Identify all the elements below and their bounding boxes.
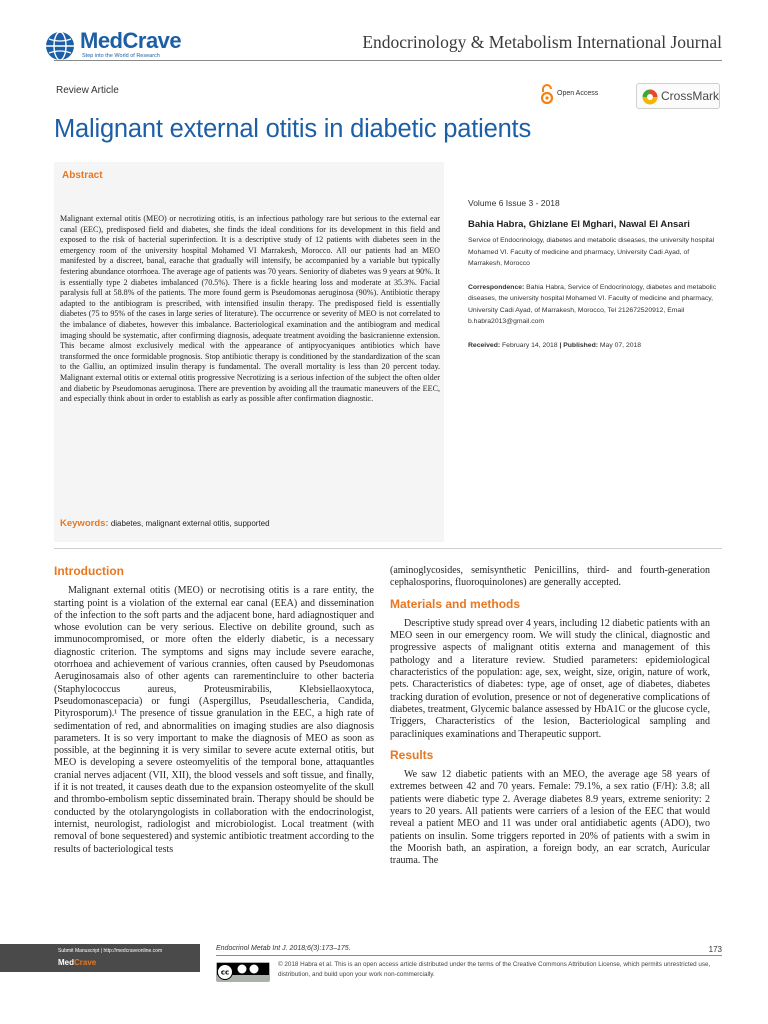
correspondence-text: Bahia Habra, Service of Endocrinology, diabetes and metabolic diseases, the university hospital Mohamed VI. Faculty of medicine and pharmacy, University Cadi Ayad, of Marrakesh, Morocco, Tel 212672520912, Email b.habra2013@gmail.com <box>468 283 717 325</box>
volume-issue: Volume 6 Issue 3 - 2018 <box>468 198 560 208</box>
crossmark-button[interactable] <box>636 83 720 109</box>
keywords <box>60 518 440 529</box>
article-info <box>468 198 722 351</box>
open-access-badge[interactable] <box>540 83 620 105</box>
header-divider <box>54 60 722 61</box>
received-date: February 14, 2018 <box>502 341 558 349</box>
dates: Received: February 14, 2018 | Published: May 07, 2018 <box>468 341 642 349</box>
abstract-text: Malignant external otitis (MEO) or necrotizing otitis, is an infectious pathology rare but serious to the external ear canal (EEC), predisposed field and diabetes, she finds the ideal conditions for its development in this field and exposed to the risk of bacterial superinfection. It is a descriptive study of 12 patients with diabetes seen in the emergency room of the university hospital Mohamed VI Marrakesh, Morocco. All our patients had an MEO manifested by a discreet, banal, earache that gradually will intensify, be accompanied by a variable but typically festering abundance otorrhoea. The average age of patients was 70 years. Seniority of diabetes was 9 years at 90%. It is essentially type 2 diabetes imbalanced (70.5%). There is a fickle hearing loss and moderate at 35.3%. Facial paralysis full at 58.8% of the patients. The more found germ is Pseudomonas aeruginosa (90%). Antibiotic therapy adapted to the antibiogram is prescribed, with intensified insulin therapy. The predisposed field is essentially diabetes (75 to 95% of the cases in large series of literature). The occurrence or severity of MEO is not correlated to the imbalance of diabetes, however this imbalance. Bacteriological examination and the antibiogram and medical imaging should be systematic, after confirming diagnosis, adequate treatment avoiding the basicranienne extension. This became almost exclusively medical with the appearance of antipyocyaniques antibiotics which have transformed the once formidable prognosis. Stop antibiotic therapy is conditioned by the standardization of the scan to the Galliu, an optimized insulin therapy is fundamental. The overall mortality is less than 20 percent today. Malignant external otitis or external otitis progressive Necrotizing is a serious infection of the subject the often older and diabetic by Pseudomonas aeruginosa. There are prevention by avoiding all the traumatic maneuvers of the EEC, and especially think about in order to establish as early as possible after confirmation diagnostic. <box>60 214 440 404</box>
crossmark-icon <box>642 89 658 105</box>
results-text: We saw 12 diabetic patients with an MEO, the average age 58 years of extremes between 42 and 70 years. Female: 79.1%, a sex ratio (F/H): 3.8; all patients were diabetic type 2. Average diabetes 8.9 years, extreme seniority: 2 years to 20 years. All patients were carriers of a lesion of the EEC that would reveal a patient MEO and 11 was under oral antidiabetic agents (ADO), two patients on insulin. Some triggers reported in 20% of patients with a swim in the Moorish bath, an aspiration, a foreign body, an ear scratch, Auricular trauma. The <box>390 769 710 867</box>
article-type: Review Article <box>56 85 119 96</box>
published-date: May 07, 2018 <box>599 341 642 349</box>
creative-commons-icon <box>216 962 270 982</box>
correspondence <box>468 282 722 328</box>
citation: Endocrinol Metab Int J. 2018;6(3):173‒175. <box>216 945 351 952</box>
svg-text:cc: cc <box>220 968 230 977</box>
left-column <box>54 565 374 856</box>
methods-heading: Materials and methods <box>390 596 521 611</box>
globe-logo-icon <box>44 30 76 62</box>
footer-logo: MedCrave <box>58 958 97 967</box>
page-number: 173 <box>708 945 722 954</box>
received-label: Received: <box>468 341 501 349</box>
open-access-label: Open Access <box>557 90 599 97</box>
abstract-box <box>54 162 444 542</box>
footer-divider <box>216 955 722 956</box>
introduction-text: Malignant external otitis (MEO) or necrotising otitis is a rare entity, the starting point is a violation of the external ear canal (EEA) and dissemination of the infection to the soft parts and the adjacent bone, hard adiagnostiquer and whose evolution can be very serious. Elective on debilite ground, such as immunocompromised, or more often the elderly diabetic, is a necessary diagnostic criterion. The symptoms and signs may include severe earache, otorrhoea and achievement of various crannies, often caused by Pseudomonas Aeruginosamais also of other agents can rarementincluire to other bacteria (Staphylococcus aureus, Proteusmirabilis, Klebsiellaoxytoca, Pseudomonascepacia) or fungi (Aspergillus, Pseudallescheria, Candida, Pityrosporum).¹ The presence of tissue granulation in the EEC, a high rate of sedimentation of red, and abnormalities on imaging studies are also diagnosis parameters. It is so very important to make the diagnosis of MEO as soon as possible, at the beginning it is very similar to severe acute external otitis, but MEO is developing a severe osteomyelitis of the temporal bone, attaquantles cranial nerves adjacent (VII, XII), the blood vessels and soft tissue, and finally, if it is not treated, it causes death due to the expansion osteomyelite of the skull and thrombo-embolism septic disseminated brain. Therapy should be should be conducted by the otolaryngologists in collaboration with the endocrinologist, internist, neurologist, radiologist and microbiologist. Local treatment (with removal of bone sequestered) and systemic antibiotic treatment according to the results of bacteriological tests <box>54 585 374 855</box>
right-column <box>390 565 710 868</box>
correspondence-label: Correspondence: <box>468 283 525 291</box>
logo-tagline: Step into the World of Research <box>82 53 160 59</box>
submit-manuscript-bar[interactable] <box>0 944 200 972</box>
introduction-continuation: (aminoglycosides, semisynthetic Penicillins, third- and fourth-generation cephalosporins, fluoroquinolones) are generally accepted. <box>390 565 710 589</box>
methods-text: Descriptive study spread over 4 years, including 12 diabetic patients with an MEO seen in our emergency room. We will study the clinical, diagnostic and progressive aspects of malignant otitis externa and management of this pathology and a literature review. Studied parameters: epidemiological characteristics of the population: age, sex, weight, size, origin, nature of work, pets. Characteristics of diabetes: type, age of onset, age of diabetes, diabetes tracking duration of evolution, presence or not of degenerative complications of diabetes, treatment, Glycemic balance assessed by HbA1C or the glucose cycle, Triggers, Characteristics of the lesion, Bacteriological sampling and paracliniques examinations and Therapeutic support. <box>390 617 710 740</box>
article-title: Malignant external otitis in diabetic patients <box>54 115 531 143</box>
abstract-heading: Abstract <box>62 170 103 181</box>
crossmark-label: CrossMark <box>661 89 720 103</box>
authors: Bahia Habra, Ghizlane El Mghari, Nawal El Ansari <box>468 219 690 230</box>
affiliation: Service of Endocrinology, diabetes and metabolic diseases, the university hospital Mohamed VI. Faculty of medicine and pharmacy, University Cadi Ayad, of Marrakesh, Morocco <box>468 237 715 267</box>
open-access-icon <box>540 83 554 105</box>
section-divider <box>54 548 722 549</box>
medcrave-logo[interactable] <box>44 26 224 64</box>
license-text: © 2018 Habra et al. This is an open access article distributed under the terms of the Creative Commons Attribution License, which permits unrestricted use, distribution, and build upon your work non-commercially. <box>278 961 711 978</box>
results-heading: Results <box>390 747 434 762</box>
logo-wordmark: MedCrave <box>80 28 182 53</box>
keywords-label: Keywords: <box>60 518 109 529</box>
keywords-text: diabetes, malignant external otitis, supported <box>110 519 270 528</box>
introduction-heading: Introduction <box>54 564 124 578</box>
journal-title: Endocrinology & Metabolism International Journal <box>362 32 722 52</box>
submit-manuscript-link[interactable]: Submit Manuscript | http://medcraveonline.com <box>58 948 163 954</box>
published-label: Published: <box>563 341 598 349</box>
